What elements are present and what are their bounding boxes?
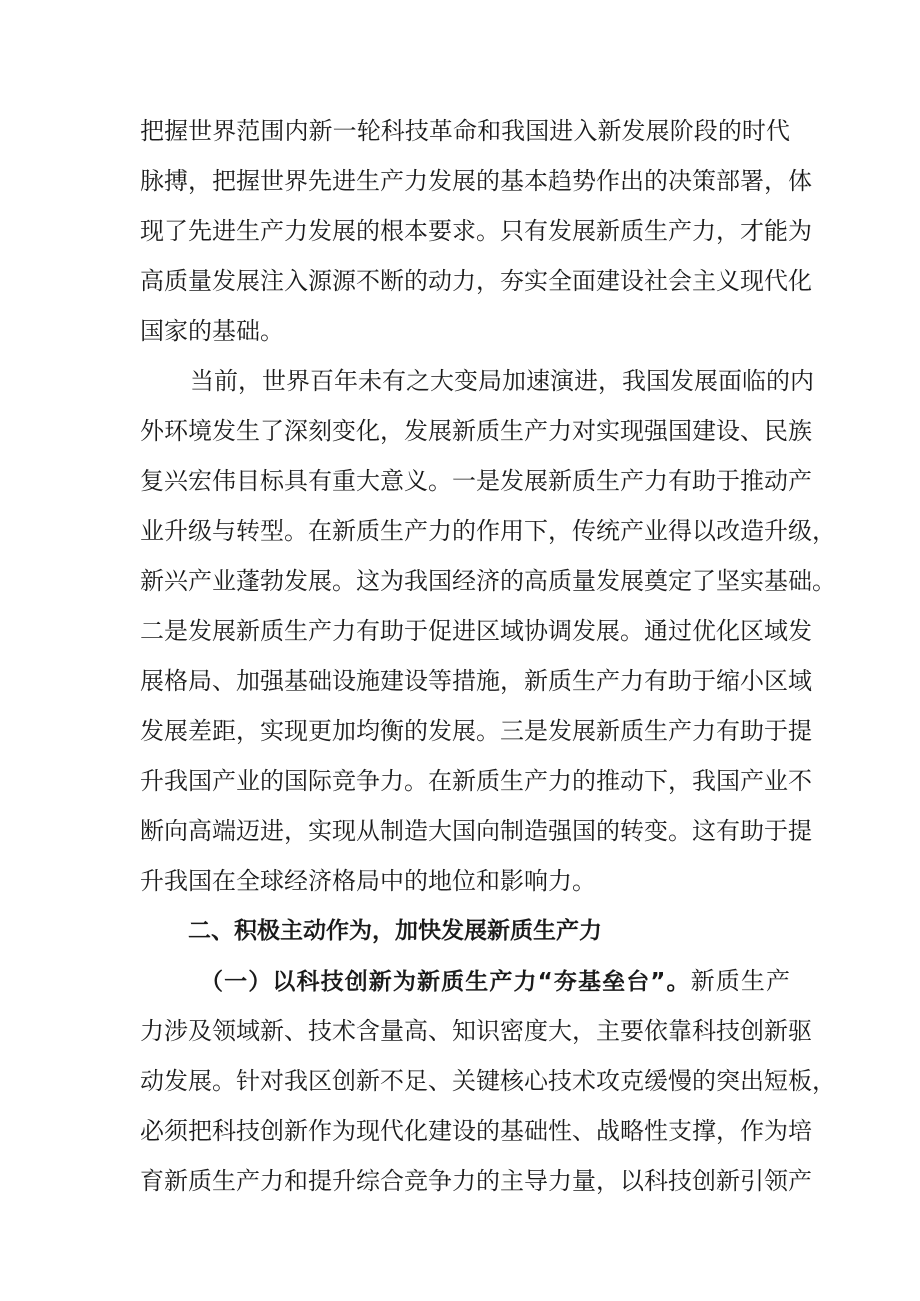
- paragraph-line: 复兴宏伟目标具有重大意义。一是发展新质生产力有助于推动产: [140, 467, 812, 495]
- paragraph-line: 育新质生产力和提升综合竞争力的主导力量，以科技创新引领产: [140, 1167, 812, 1195]
- paragraph-line: 外环境发生了深刻变化，发展新质生产力对实现强国建设、民族: [140, 417, 812, 445]
- paragraph-line: 必须把科技创新作为现代化建设的基础性、战略性支撑，作为培: [140, 1117, 812, 1145]
- subsection-title: （一）以科技创新为新质生产力“夯基垒台”。: [200, 969, 691, 995]
- paragraph-lead-text: 新质生产: [690, 967, 791, 995]
- paragraph-line: 发展差距，实现更加均衡的发展。三是发展新质生产力有助于提: [140, 717, 812, 745]
- paragraph-line: 二是发展新质生产力有助于促进区域协调发展。通过优化区域发: [140, 617, 812, 645]
- paragraph-line: 当前，世界百年未有之大变局加速演进，我国发展面临的内: [190, 367, 814, 395]
- paragraph-line: 断向高端迈进，实现从制造大国向制造强国的转变。这有助于提: [140, 817, 812, 845]
- paragraph-line: 力涉及领域新、技术含量高、知识密度大，主要依靠科技创新驱: [140, 1017, 812, 1045]
- paragraph-line: 升我国产业的国际竞争力。在新质生产力的推动下，我国产业不: [140, 767, 812, 795]
- paragraph-line: 动发展。针对我区创新不足、关键核心技术攻克缓慢的突出短板，: [140, 1067, 836, 1095]
- paragraph-line: 升我国在全球经济格局中的地位和影响力。: [140, 867, 596, 895]
- paragraph-lead-line: [200, 958, 790, 1004]
- paragraph-line: 国家的基础。: [140, 317, 284, 345]
- paragraph-line: 把握世界范围内新一轮科技革命和我国进入新发展阶段的时代: [140, 117, 790, 145]
- paragraph-line: 高质量发展注入源源不断的动力，夯实全面建设社会主义现代化: [140, 267, 812, 295]
- paragraph-line: 新兴产业蓬勃发展。这为我国经济的高质量发展奠定了坚实基础。: [140, 567, 836, 595]
- paragraph-line: 业升级与转型。在新质生产力的作用下，传统产业得以改造升级，: [140, 517, 836, 545]
- paragraph-line: 展格局、加强基础设施建设等措施，新质生产力有助于缩小区域: [140, 667, 812, 695]
- paragraph-line: 现了先进生产力发展的根本要求。只有发展新质生产力，才能为: [140, 217, 812, 245]
- section-heading: 二、积极主动作为，加快发展新质生产力: [188, 918, 602, 944]
- paragraph-line: 脉搏，把握世界先进生产力发展的基本趋势作出的决策部署，体: [140, 167, 812, 195]
